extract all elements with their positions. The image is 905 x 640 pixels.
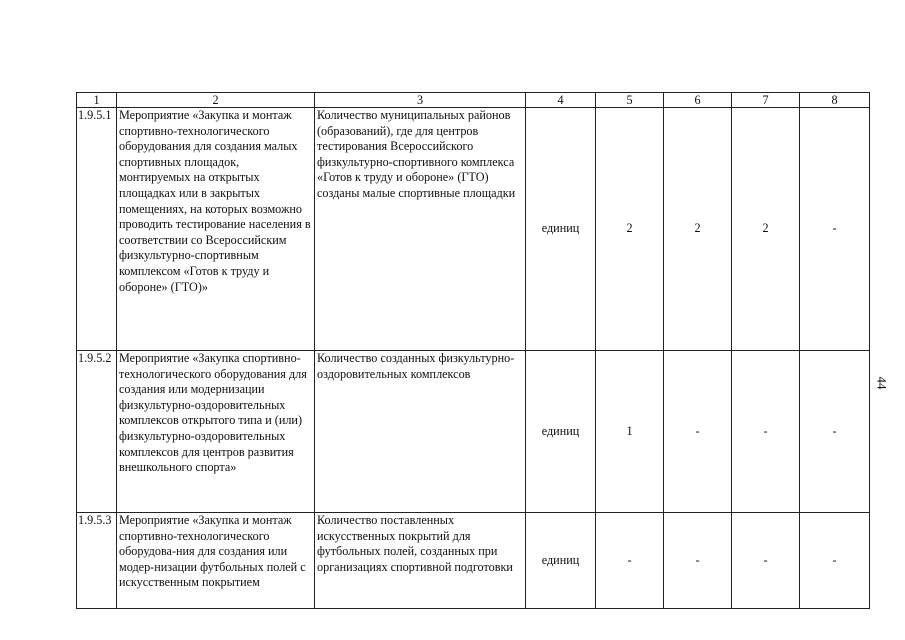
unit-cell: единиц bbox=[526, 108, 596, 351]
table-row bbox=[77, 513, 870, 609]
indicator-cell: Количество муниципальных районов (образований), где для центров тестирования Всероссийского физкультурно-спортивного комплекса «Готов к труду и обороне» (ГТО) созданы малые спортивные площадки bbox=[315, 108, 526, 351]
unit-cell: единиц bbox=[526, 351, 596, 513]
column-header: 8 bbox=[800, 93, 870, 108]
row-number: 1.9.5.1 bbox=[77, 108, 117, 351]
event-cell: Мероприятие «Закупка и монтаж спортивно-технологического оборудова-ния для создания или модер-низации футбольных полей с искусственным покрытием bbox=[117, 513, 315, 609]
indicators-table bbox=[76, 92, 870, 609]
value-cell: - bbox=[800, 513, 870, 609]
table-header-row bbox=[77, 93, 870, 108]
column-header: 3 bbox=[315, 93, 526, 108]
value-cell: - bbox=[800, 351, 870, 513]
value-cell: - bbox=[664, 351, 732, 513]
value-cell: - bbox=[800, 108, 870, 351]
value-cell: - bbox=[664, 513, 732, 609]
indicator-cell: Количество созданных физкультурно-оздоровительных комплексов bbox=[315, 351, 526, 513]
row-number: 1.9.5.2 bbox=[77, 351, 117, 513]
value-cell: 2 bbox=[596, 108, 664, 351]
indicator-cell: Количество поставленных искусственных покрытий для футбольных полей, созданных при организациях спортивной подготовки bbox=[315, 513, 526, 609]
event-cell: Мероприятие «Закупка спортивно-технологического оборудования для создания или модернизации физкультурно-оздоровительных комплексов открытого типа и (или) физкультурно-оздоровительных комплексов для центров развития внешкольного спорта» bbox=[117, 351, 315, 513]
column-header: 7 bbox=[732, 93, 800, 108]
value-cell: 2 bbox=[664, 108, 732, 351]
value-cell: - bbox=[596, 513, 664, 609]
table-row bbox=[77, 351, 870, 513]
event-cell: Мероприятие «Закупка и монтаж спортивно-технологического оборудования для создания малых спортивных площадок, монтируемых на открытых площадках или в закрытых помещениях, на которых возможно проводить тестирование населения в соответствии со Всероссийским физкультурно-спортивным комплексом «Готов к труду и обороне» (ГТО)» bbox=[117, 108, 315, 351]
table-row bbox=[77, 108, 870, 351]
value-cell: 1 bbox=[596, 351, 664, 513]
unit-cell: единиц bbox=[526, 513, 596, 609]
column-header: 5 bbox=[596, 93, 664, 108]
page-number: 44 bbox=[874, 376, 890, 390]
value-cell: - bbox=[732, 351, 800, 513]
row-number: 1.9.5.3 bbox=[77, 513, 117, 609]
value-cell: 2 bbox=[732, 108, 800, 351]
column-header: 1 bbox=[77, 93, 117, 108]
value-cell: - bbox=[732, 513, 800, 609]
column-header: 4 bbox=[526, 93, 596, 108]
column-header: 2 bbox=[117, 93, 315, 108]
column-header: 6 bbox=[664, 93, 732, 108]
